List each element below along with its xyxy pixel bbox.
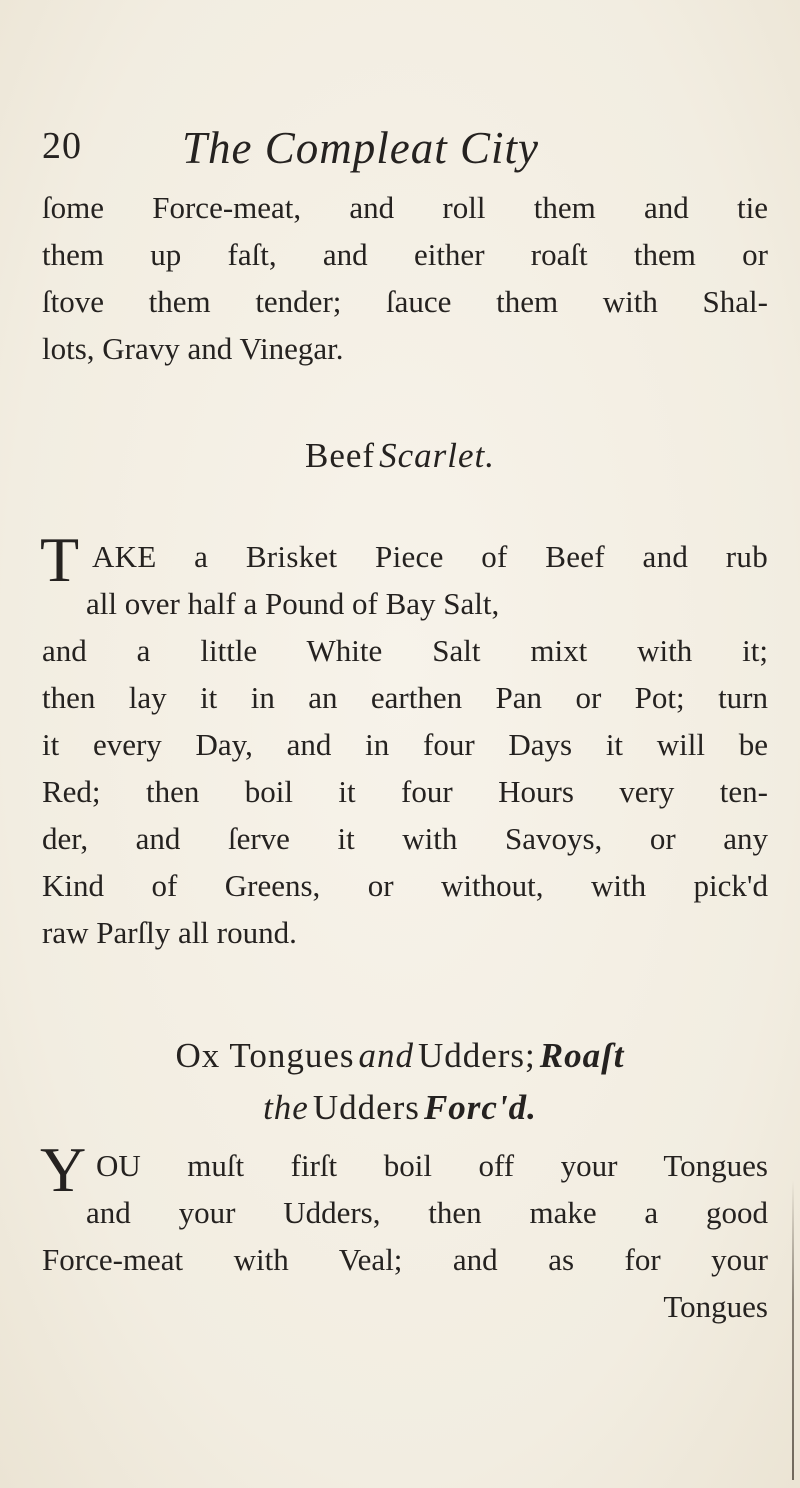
text-line: OU muſt firſt boil off your Tongues (96, 1148, 768, 1183)
running-head (42, 122, 742, 178)
heading-roman: Udders; (417, 1036, 536, 1075)
text-line: ſtove them tender; ſauce them with Shal- (42, 284, 768, 319)
heading-italic: the (263, 1088, 309, 1127)
text-line: Kind of Greens, or without, with pick'd (42, 868, 768, 903)
page-edge-shadow (792, 1180, 794, 1480)
text-line: then lay it in an earthen Pan or Pot; turn (42, 680, 768, 715)
text-line: Red; then boil it four Hours very ten- (42, 774, 768, 809)
text-line: and your Udders, then make a good (86, 1195, 768, 1230)
heading-roman: Ox Tongues (175, 1036, 355, 1075)
text-line: AKE a Brisket Piece of Beef and rub (92, 539, 768, 574)
catchword: Tongues (663, 1289, 768, 1324)
drop-cap: Y (40, 1134, 87, 1205)
heading-italic: Forc'd. (423, 1088, 537, 1127)
heading-roman: Beef (305, 436, 376, 475)
text-line: ſome Force-meat, and roll them and tie (42, 190, 768, 225)
recipe-heading-ox-tongues (0, 1036, 800, 1076)
heading-italic: Scarlet. (379, 436, 495, 475)
text-line: Force-meat with Veal; and as for your (42, 1242, 768, 1277)
text-line: lots, Gravy and Vinegar. (42, 331, 344, 366)
text-line: it every Day, and in four Days it will be (42, 727, 768, 762)
recipe-heading-beef-scarlet (0, 436, 800, 476)
text-line: raw Parſly all round. (42, 915, 297, 950)
text-line: der, and ſerve it with Savoys, or any (42, 821, 768, 856)
running-title: The Compleat City (182, 123, 539, 173)
recipe-heading-ox-tongues-line2 (0, 1088, 800, 1128)
text-line: all over half a Pound of Bay Salt, (86, 586, 500, 621)
page-number: 20 (42, 125, 82, 167)
drop-cap: T (40, 524, 80, 595)
text-line: them up faſt, and either roaſt them or (42, 237, 768, 272)
heading-italic: Roaſt (539, 1036, 625, 1075)
heading-italic: and (358, 1036, 414, 1075)
text-line: and a little White Salt mixt with it; (42, 633, 768, 668)
heading-roman: Udders (312, 1088, 420, 1127)
